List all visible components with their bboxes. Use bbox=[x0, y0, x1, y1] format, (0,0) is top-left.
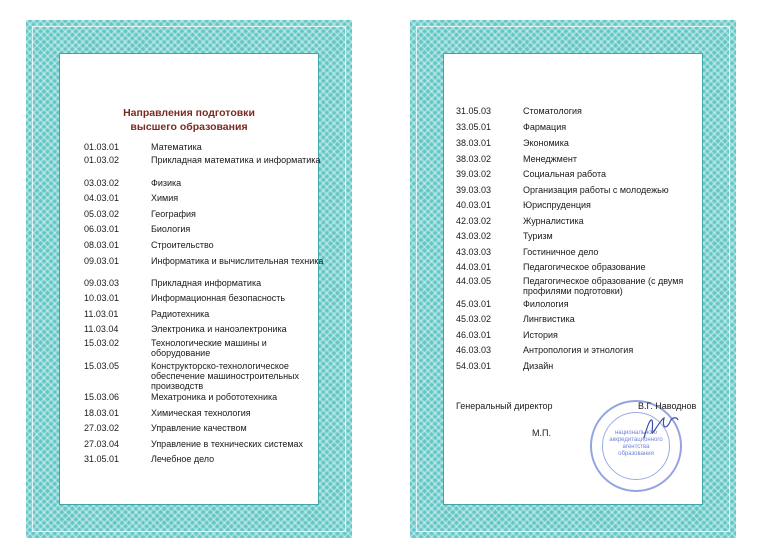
heading-line-1: Направления подготовки bbox=[123, 107, 255, 119]
left-certificate-page bbox=[26, 20, 352, 538]
right-page-content bbox=[444, 54, 702, 504]
direction-name: Организация работы с молодежью bbox=[523, 185, 669, 195]
direction-name: Управление качеством bbox=[151, 423, 247, 433]
direction-name: Электроника и наноэлектроника bbox=[151, 324, 287, 334]
direction-code: 15.03.02 bbox=[84, 338, 120, 348]
direction-name: Прикладная математика и информатика bbox=[151, 155, 321, 165]
director-name: В.Г. Наводнов bbox=[638, 401, 697, 411]
seal-text-line: агентства bbox=[622, 444, 650, 450]
direction-code: 09.03.03 bbox=[84, 278, 120, 288]
direction-code: 44.03.05 bbox=[456, 276, 492, 286]
heading-line-2: высшего образования bbox=[130, 121, 248, 133]
direction-code: 33.05.01 bbox=[456, 122, 492, 132]
direction-code: 38.03.01 bbox=[456, 138, 492, 148]
direction-code: 42.03.02 bbox=[456, 216, 492, 226]
direction-name: Конструкторско-технологическое обеспечение машиностроительных производств bbox=[151, 361, 300, 391]
direction-code: 43.03.02 bbox=[456, 231, 492, 241]
seal-text-line: национального bbox=[614, 430, 658, 436]
direction-code: 46.03.03 bbox=[456, 345, 492, 355]
direction-name: Фармация bbox=[523, 122, 567, 132]
direction-code: 45.03.02 bbox=[456, 314, 492, 324]
direction-code: 15.03.06 bbox=[84, 392, 120, 402]
direction-code: 18.03.01 bbox=[84, 408, 120, 418]
direction-code: 45.03.01 bbox=[456, 299, 492, 309]
direction-name: Химическая технология bbox=[151, 408, 251, 418]
direction-code: 43.03.03 bbox=[456, 247, 492, 257]
direction-code: 54.03.01 bbox=[456, 361, 492, 371]
direction-code: 11.03.01 bbox=[84, 309, 119, 319]
direction-code: 03.03.02 bbox=[84, 178, 120, 188]
direction-name: Журналистика bbox=[523, 216, 584, 226]
direction-code: 46.03.01 bbox=[456, 330, 492, 340]
direction-code: 08.03.01 bbox=[84, 240, 120, 250]
direction-code: 06.03.01 bbox=[84, 224, 120, 234]
direction-name: Экономика bbox=[523, 138, 569, 148]
direction-code: 27.03.04 bbox=[84, 439, 120, 449]
direction-name: Филология bbox=[523, 299, 569, 309]
seal-text-line: образования bbox=[618, 451, 654, 457]
direction-name: Стоматология bbox=[523, 106, 582, 116]
direction-name: Математика bbox=[151, 142, 202, 152]
direction-code: 01.03.02 bbox=[84, 155, 120, 165]
direction-code: 15.03.05 bbox=[84, 361, 120, 371]
direction-code: 04.03.01 bbox=[84, 193, 120, 203]
direction-code: 39.03.02 bbox=[456, 169, 492, 179]
direction-code: 11.03.04 bbox=[84, 324, 119, 334]
page-heading bbox=[60, 106, 318, 134]
direction-code: 10.03.01 bbox=[84, 293, 120, 303]
direction-name: Антропология и этнология bbox=[523, 345, 634, 355]
direction-name: Технологические машины и оборудование bbox=[151, 338, 267, 358]
direction-name: Строительство bbox=[151, 240, 214, 250]
direction-code: 27.03.02 bbox=[84, 423, 120, 433]
direction-name: Прикладная информатика bbox=[151, 278, 262, 288]
signature-stroke bbox=[644, 418, 678, 438]
direction-name: Лингвистика bbox=[523, 314, 575, 324]
director-title: Генеральный директор bbox=[456, 401, 553, 411]
direction-name: География bbox=[151, 209, 196, 219]
direction-name: Педагогическое образование bbox=[523, 262, 646, 272]
direction-code: 09.03.01 bbox=[84, 256, 120, 266]
direction-name: Радиотехника bbox=[151, 309, 210, 319]
director-signature bbox=[640, 412, 682, 442]
direction-name: Гостиничное дело bbox=[523, 247, 599, 257]
direction-name: Педагогическое образование (с двумя профилями подготовки) bbox=[523, 276, 684, 296]
direction-code: 31.05.03 bbox=[456, 106, 492, 116]
left-page-content bbox=[60, 54, 324, 504]
direction-code: 39.03.03 bbox=[456, 185, 492, 195]
direction-name: Мехатроника и робототехника bbox=[151, 392, 278, 402]
direction-code: 31.05.01 bbox=[84, 454, 120, 464]
direction-name: Юриспруденция bbox=[523, 200, 591, 210]
direction-name: Туризм bbox=[523, 231, 553, 241]
direction-code: 05.03.02 bbox=[84, 209, 120, 219]
direction-code: 38.03.02 bbox=[456, 154, 492, 164]
direction-name: Менеджмент bbox=[523, 154, 577, 164]
direction-name: Лечебное дело bbox=[151, 454, 215, 464]
direction-name: Химия bbox=[151, 193, 179, 203]
direction-name: Управление в технических системах bbox=[151, 439, 304, 449]
direction-name: Дизайн bbox=[523, 361, 554, 371]
direction-name: История bbox=[523, 330, 558, 340]
right-certificate-page bbox=[410, 20, 736, 538]
direction-code: 40.03.01 bbox=[456, 200, 492, 210]
direction-code: 44.03.01 bbox=[456, 262, 492, 272]
direction-name: Информатика и вычислительная техника bbox=[151, 256, 324, 266]
seal-text-line: аккредитационного bbox=[609, 437, 663, 443]
direction-name: Информационная безопасность bbox=[151, 293, 286, 303]
direction-name: Социальная работа bbox=[523, 169, 606, 179]
direction-name: Биология bbox=[151, 224, 191, 234]
direction-name: Физика bbox=[151, 178, 182, 188]
stamp-place-label: М.П. bbox=[532, 428, 551, 438]
direction-code: 01.03.01 bbox=[84, 142, 120, 152]
